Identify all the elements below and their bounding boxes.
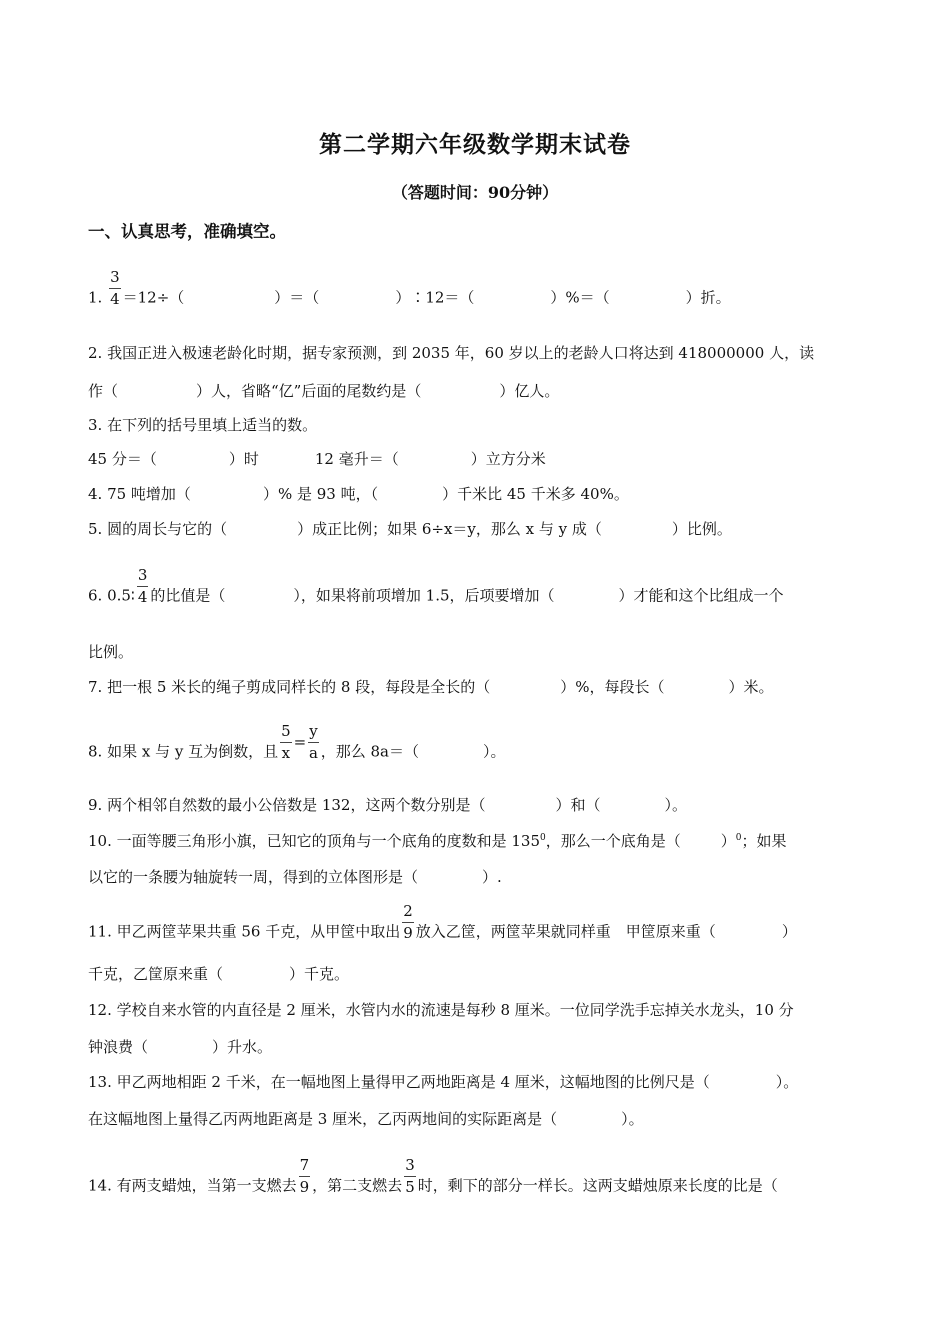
page-title: 第二学期六年级数学期末试卷 bbox=[319, 131, 631, 158]
fraction: $\frac{y}{a}$ bbox=[308, 722, 318, 762]
question-7: 7. 把一根 5 米长的绳子剪成同样长的 8 段，每段是全长的（ ）%，每段长（ ）米。 bbox=[88, 678, 774, 696]
fraction: $\frac{2}{9}$ bbox=[403, 902, 413, 942]
section-heading: 一、认真思考，准确填空。 bbox=[88, 222, 286, 241]
question-14: 14. 有两支蜡烛，当第一支燃去 $\frac{7}{9}$ ，第二支燃去 $\frac{3}{5}$ 时，剩下的部分一样长。这两支蜡烛原来长度的比是（ bbox=[88, 1156, 778, 1196]
question-9: 9. 两个相邻自然数的最小公倍数是 132，这两个数分别是（ ）和（ ）。 bbox=[88, 796, 688, 814]
question-2-line-1: 2. 我国正进入极速老龄化时期，据专家预测，到 2035 年，60 岁以上的老龄人口将达到 418000000 人，读 bbox=[88, 344, 815, 362]
fraction: $\frac{5}{x}$ bbox=[281, 722, 291, 762]
question-1: 1. $\frac{3}{4}$ ＝12÷（ ）＝（ ）∶12＝（ ）%＝（ ）折。 bbox=[88, 268, 731, 308]
question-10-line-2: 以它的一条腰为轴旋转一周，得到的立体图形是（ ）. bbox=[88, 868, 502, 886]
fraction: $\frac{3}{4}$ bbox=[137, 566, 148, 606]
fraction: $\frac{3}{5}$ bbox=[405, 1156, 415, 1196]
question-12-line-2: 钟浪费（ ）升水。 bbox=[88, 1038, 273, 1056]
fraction: $\frac{3}{4}$ bbox=[110, 268, 120, 308]
exam-duration: （答题时间：90分钟） bbox=[391, 183, 559, 202]
fraction: $\frac{7}{9}$ bbox=[299, 1156, 310, 1196]
question-8: 8. 如果 x 与 y 互为倒数，且 $\frac{5}{x}$ = $\frac{y}{a}$ ，那么 8a＝（ ）。 bbox=[88, 722, 506, 762]
question-12-line-1: 12. 学校自来水管的内直径是 2 厘米，水管内水的流速是每秒 8 厘米。一位同学洗手忘掉关水龙头，10 分 bbox=[88, 1001, 794, 1019]
question-11-line-1: 11. 甲乙两筐苹果共重 56 千克，从甲筐中取出 $\frac{2}{9}$ 放入乙筐，两筐苹果就同样重 甲筐原来重（ ） bbox=[88, 902, 797, 942]
question-6-line-1: 6. 0.5∶ $\frac{3}{4}$ 的比值是（ ），如果将前项增加 1.5，后项要增加（ ）才能和这个比组成一个 bbox=[88, 566, 784, 606]
question-5: 5. 圆的周长与它的（ ）成正比例；如果 6÷x＝y，那么 x 与 y 成（ ）比例。 bbox=[88, 520, 732, 538]
question-10-line-1: 10. 一面等腰三角形小旗，已知它的顶角与一个底角的度数和是 $135^0$，那么一个底角是（ ）$^0$；如果 bbox=[88, 832, 787, 850]
question-3-line-2: 45 分＝（ ）时 12 毫升＝（ ）立方分米 bbox=[88, 450, 546, 468]
question-13-line-2: 在这幅地图上量得乙丙两地距离是 3 厘米，乙丙两地间的实际距离是（ ）。 bbox=[88, 1110, 644, 1128]
question-3-line-1: 3. 在下列的括号里填上适当的数。 bbox=[88, 416, 318, 434]
question-4: 4. 75 吨增加（ ）% 是 93 吨，（ ）千米比 45 千米多 40%。 bbox=[88, 485, 629, 503]
question-6-line-2: 比例。 bbox=[88, 643, 134, 661]
question-13-line-1: 13. 甲乙两地相距 2 千米，在一幅地图上量得甲乙两地距离是 4 厘米，这幅地图的比例尺是（ ）。 bbox=[88, 1073, 799, 1091]
question-11-line-2: 千克，乙筐原来重（ ）千克。 bbox=[88, 965, 350, 983]
question-2-line-2: 作（ ）人，省略“亿”后面的尾数约是（ ）亿人。 bbox=[88, 382, 560, 400]
